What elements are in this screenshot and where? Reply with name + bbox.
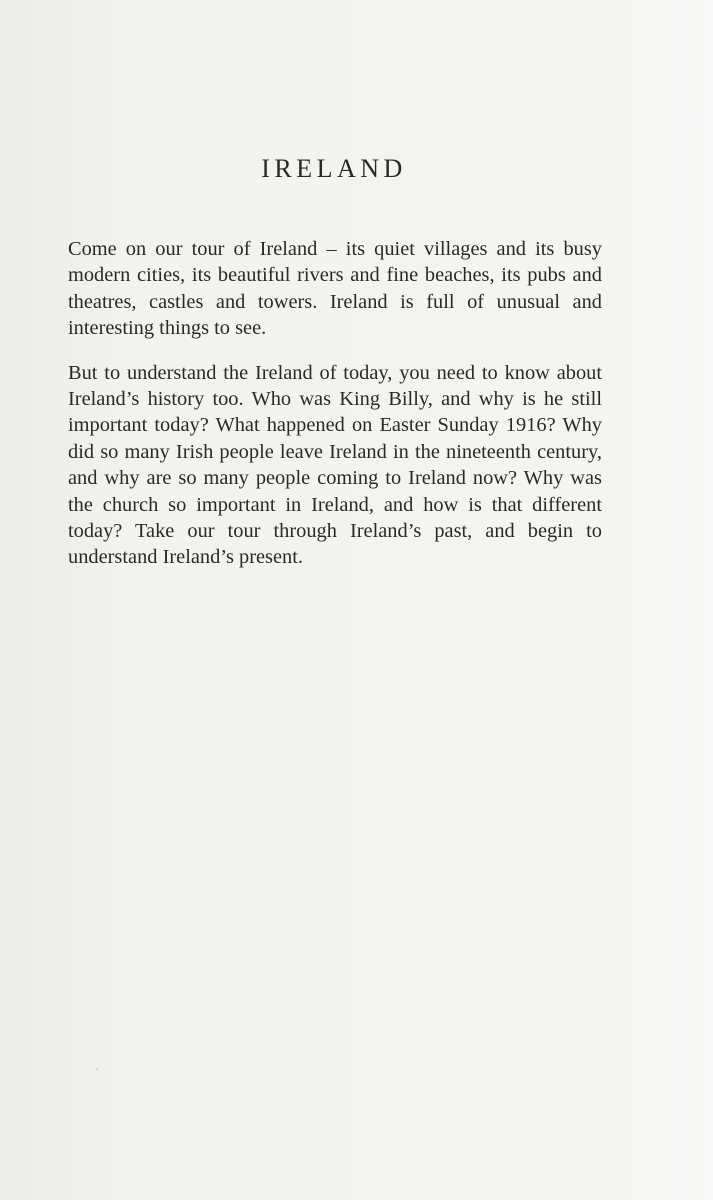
paragraph-intro: Come on our tour of Ireland – its quiet villages and its busy modern cities, its beautiful rivers and fine beaches, its pubs and theatres, castles and towers. Ireland is full of unusual and interesting things to see. <box>68 238 602 340</box>
paragraph-history: But to understand the Ireland of today, you need to know about Ireland’s history too. Who was King Billy, and why is he still important today? What happened on Easter Sunday 1916? Why did so many Irish people leave Ireland in the nineteenth century, and why are so many people coming to Ireland now? Why was the church so important in Ireland, and how is that different today? Take our tour through Ireland’s past, and begin to understand Ireland’s present. <box>68 361 602 569</box>
body-text <box>68 236 602 589</box>
page-title: IRELAND <box>261 154 407 183</box>
paper-speck <box>96 1068 98 1070</box>
